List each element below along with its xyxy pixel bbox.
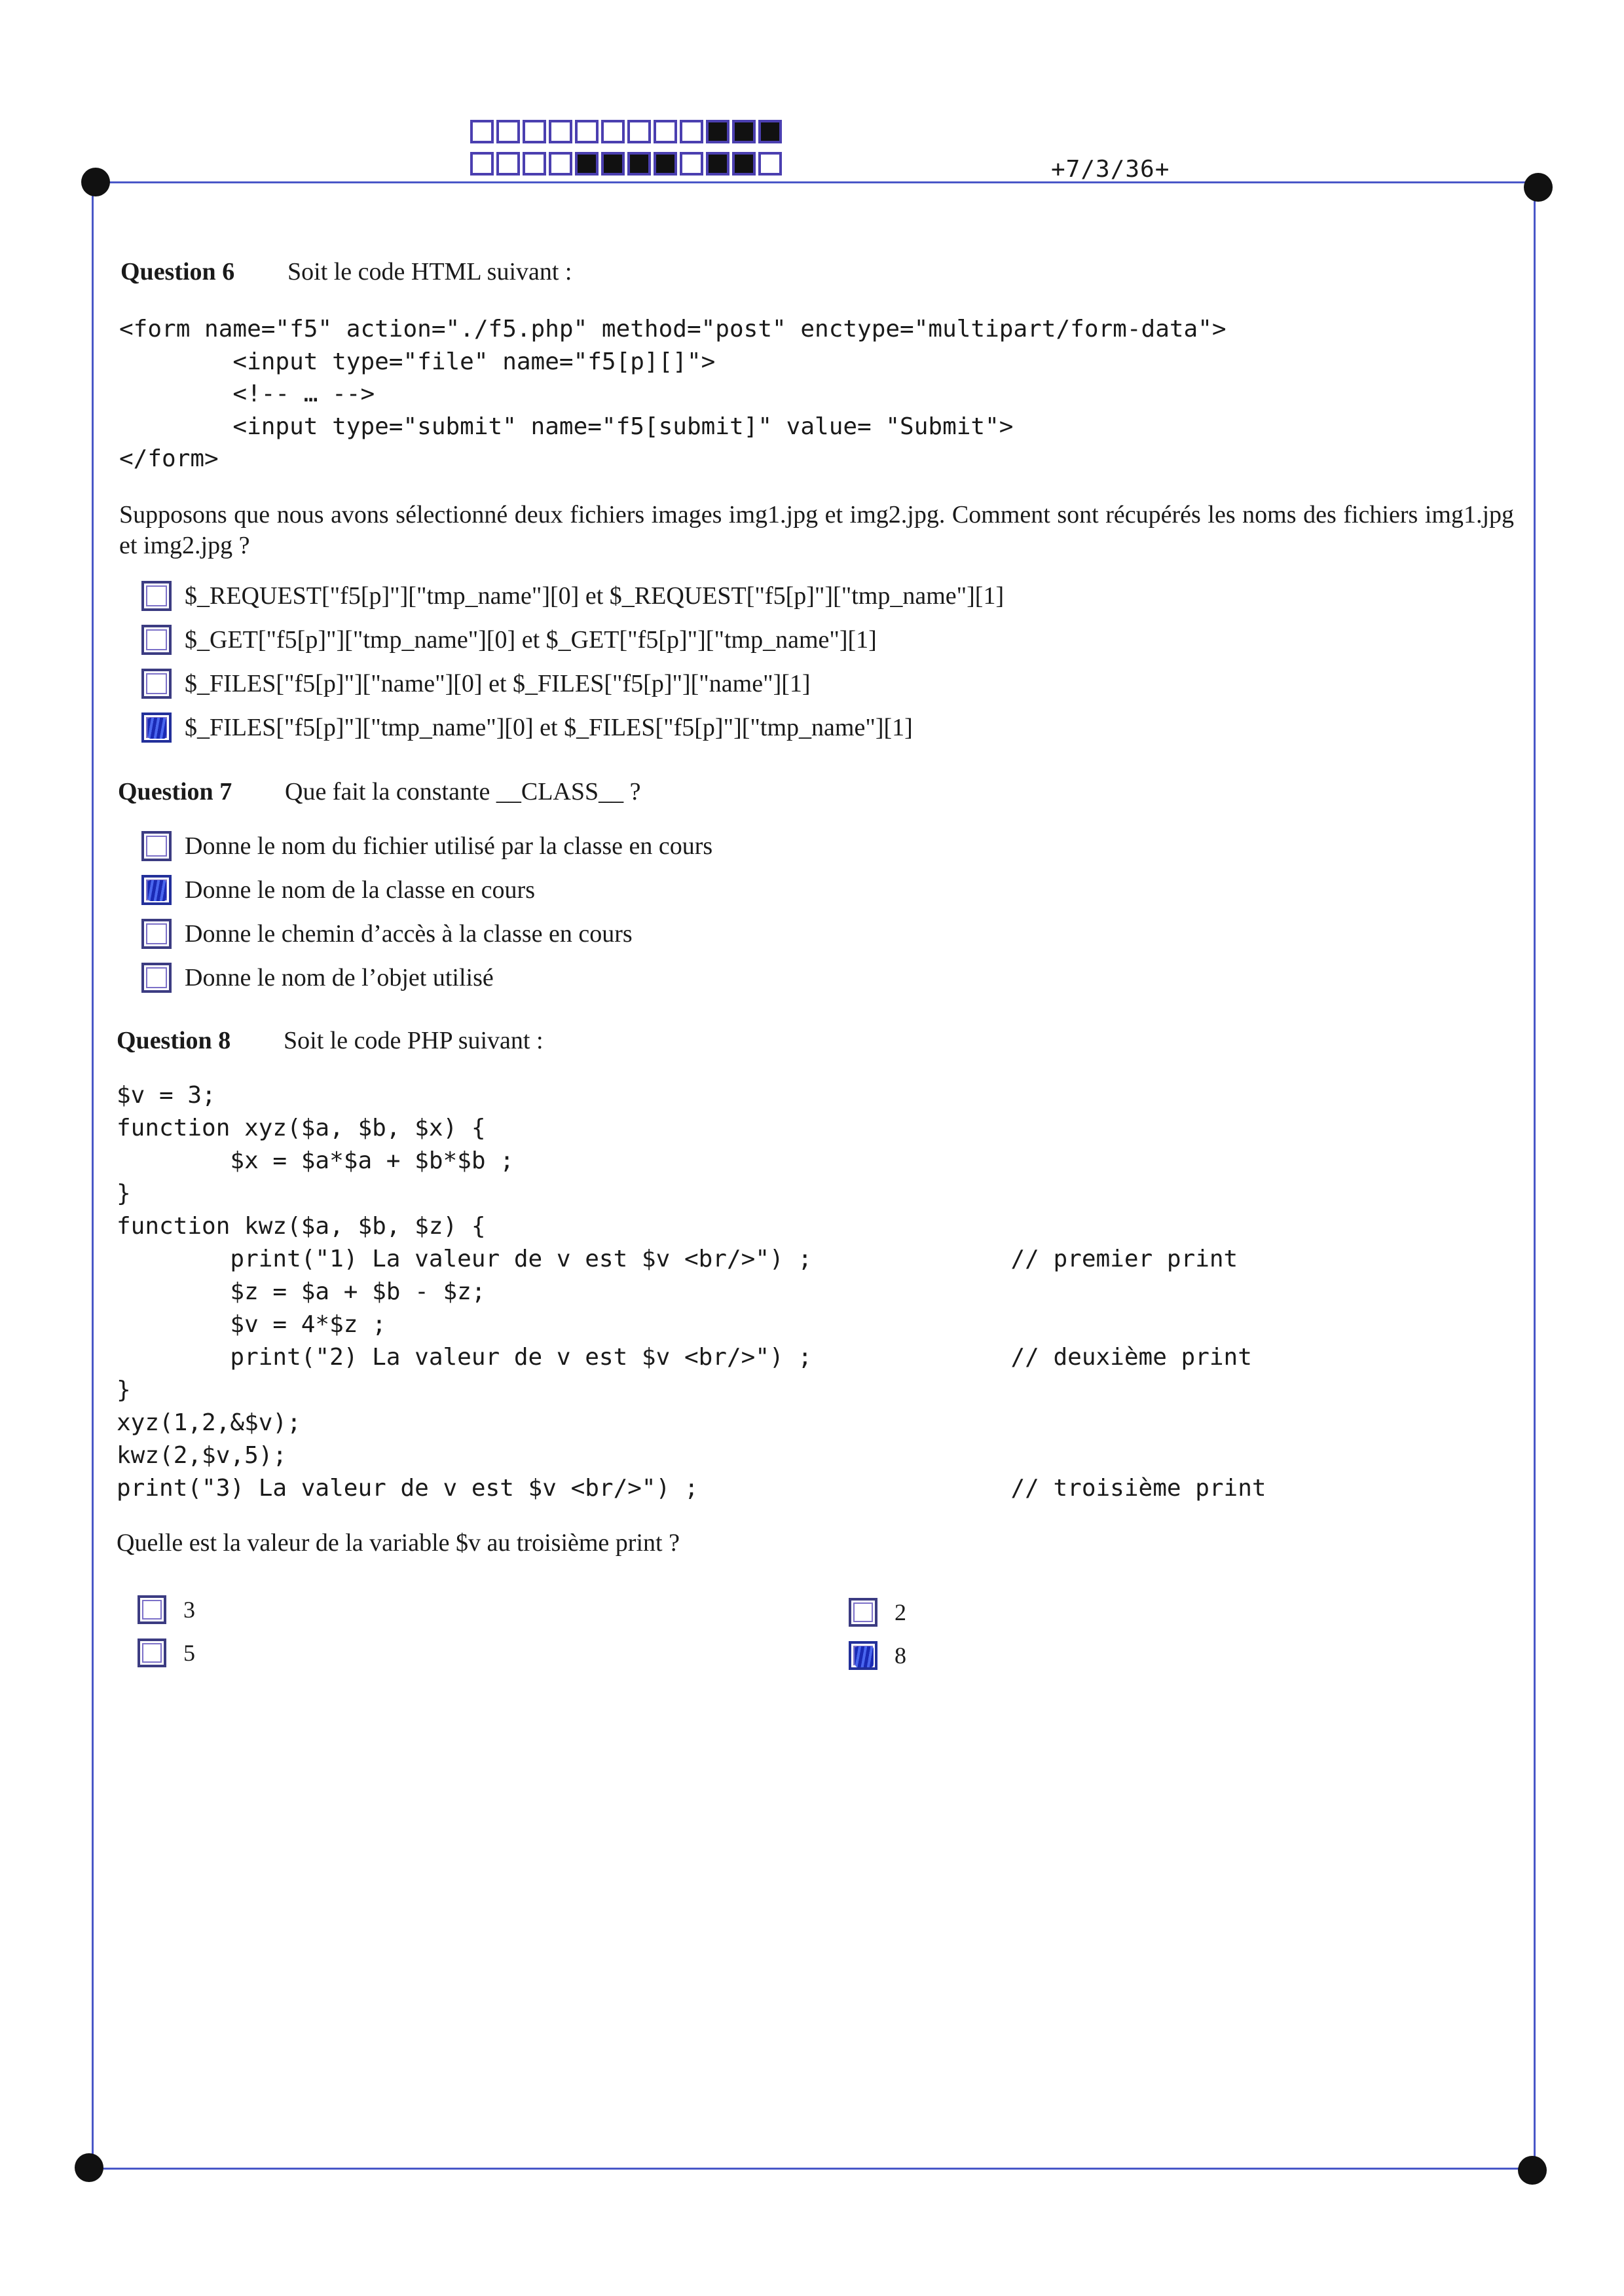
barcode-cell xyxy=(496,152,520,176)
q6-option-2-label: $_GET["f5[p]"]["tmp_name"][0] et $_GET["f5[p]"]["tmp_name"][1] xyxy=(185,626,877,654)
code-line: <input type="file" name="f5[p][]"> xyxy=(119,348,716,375)
question-6-header xyxy=(120,257,572,286)
q7-option-4-label: Donne le nom de l’objet utilisé xyxy=(185,964,494,991)
barcode-cell xyxy=(732,152,756,176)
q7-option-1-checkbox[interactable] xyxy=(141,831,172,861)
frame-right-line xyxy=(1534,187,1536,2168)
barcode-cell xyxy=(706,152,729,176)
q8-option-4[interactable] xyxy=(849,1641,906,1670)
q8-option-1-checkbox[interactable] xyxy=(138,1595,166,1624)
q8-option-2[interactable] xyxy=(138,1639,195,1667)
code-line: $v = 3; xyxy=(117,1082,216,1109)
corner-mark-bottom-right xyxy=(1518,2156,1547,2185)
barcode-cell xyxy=(758,152,782,176)
code-line: kwz(2,$v,5); xyxy=(117,1442,287,1469)
q7-option-2-label: Donne le nom de la classe en cours xyxy=(185,876,535,904)
page-barcode-row-1 xyxy=(470,120,784,143)
code-line: print("3) La valeur de v est $v <br/>") ; // troisième print xyxy=(117,1475,1266,1502)
barcode-cell xyxy=(470,120,494,143)
q8-option-2-checkbox[interactable] xyxy=(138,1639,166,1667)
q8-option-4-label: 8 xyxy=(895,1642,906,1669)
code-line: <form name="f5" action="./f5.php" method="post" enctype="multipart/form-data"> xyxy=(119,316,1227,343)
code-line: <input type="submit" name="f5[submit]" value= "Submit"> xyxy=(119,413,1014,440)
code-line: print("2) La valeur de v est $v <br/>") ; // deuxième print xyxy=(117,1344,1252,1371)
barcode-cell xyxy=(470,152,494,176)
q7-option-2-checkbox[interactable] xyxy=(141,875,172,905)
q7-option-3-checkbox[interactable] xyxy=(141,919,172,949)
question-8-label: Question 8 xyxy=(117,1027,231,1054)
q7-option-1[interactable] xyxy=(141,831,712,861)
q6-option-1[interactable] xyxy=(141,581,1004,611)
barcode-cell xyxy=(601,152,625,176)
q6-option-3-checkbox[interactable] xyxy=(141,669,172,699)
barcode-cell xyxy=(549,152,572,176)
barcode-cell xyxy=(680,152,703,176)
page-id: +7/3/36+ xyxy=(1051,156,1170,183)
question-8-prompt: Soit le code PHP suivant : xyxy=(284,1027,544,1054)
q7-option-1-label: Donne le nom du fichier utilisé par la classe en cours xyxy=(185,832,713,860)
barcode-cell xyxy=(654,152,677,176)
code-line: <!-- … --> xyxy=(119,380,375,407)
barcode-cell xyxy=(680,120,703,143)
code-line: $x = $a*$a + $b*$b ; xyxy=(117,1147,514,1174)
page-barcode-row-2 xyxy=(470,152,784,176)
barcode-cell xyxy=(732,120,756,143)
q6-option-1-checkbox[interactable] xyxy=(141,581,172,611)
barcode-cell xyxy=(549,120,572,143)
barcode-cell xyxy=(575,152,599,176)
q8-option-3-checkbox[interactable] xyxy=(849,1598,877,1627)
q8-option-4-checkbox[interactable] xyxy=(849,1641,877,1670)
code-line: function xyz($a, $b, $x) { xyxy=(117,1115,486,1141)
q7-option-3-label: Donne le chemin d’accès à la classe en cours xyxy=(185,920,633,948)
code-line: function kwz($a, $b, $z) { xyxy=(117,1213,486,1240)
question-7-header xyxy=(118,777,641,806)
q8-option-3-label: 2 xyxy=(895,1599,906,1625)
barcode-cell xyxy=(523,152,546,176)
q7-option-2[interactable] xyxy=(141,875,535,905)
question-7-label: Question 7 xyxy=(118,778,232,805)
q6-option-3[interactable] xyxy=(141,669,811,699)
q7-option-4-checkbox[interactable] xyxy=(141,963,172,993)
code-line: xyz(1,2,&$v); xyxy=(117,1409,301,1436)
code-line: } xyxy=(117,1377,131,1403)
q6-option-4[interactable] xyxy=(141,713,913,743)
question-6-label: Question 6 xyxy=(120,258,235,286)
barcode-cell xyxy=(654,120,677,143)
q6-option-3-label: $_FILES["f5[p]"]["name"][0] et $_FILES["f5[p]"]["name"][1] xyxy=(185,670,811,697)
q7-option-4[interactable] xyxy=(141,963,494,993)
q6-option-4-label: $_FILES["f5[p]"]["tmp_name"][0] et $_FILES["f5[p]"]["tmp_name"][1] xyxy=(185,714,913,741)
q8-option-2-label: 5 xyxy=(183,1640,195,1666)
corner-mark-top-right xyxy=(1524,173,1553,202)
q6-option-2-checkbox[interactable] xyxy=(141,625,172,655)
q6-option-1-label: $_REQUEST["f5[p]"]["tmp_name"][0] et $_REQUEST["f5[p]"]["tmp_name"][1] xyxy=(185,582,1005,610)
barcode-cell xyxy=(627,120,651,143)
barcode-cell xyxy=(627,152,651,176)
question-6-html-code xyxy=(119,313,1227,475)
q8-option-1[interactable] xyxy=(138,1595,195,1624)
q8-option-1-label: 3 xyxy=(183,1597,195,1623)
question-8-header xyxy=(117,1026,544,1055)
barcode-cell xyxy=(496,120,520,143)
question-6-text: Supposons que nous avons sélectionné deux fichiers images img1.jpg et img2.jpg. Comment sont récupérés les noms des fichiers img1.jpg et img2.jpg ? xyxy=(119,501,1514,559)
frame-bottom-line xyxy=(88,2168,1534,2170)
frame-left-line xyxy=(92,181,94,2169)
question-6-prompt: Soit le code HTML suivant : xyxy=(287,258,572,286)
q6-option-4-checkbox[interactable] xyxy=(141,713,172,743)
q8-option-3[interactable] xyxy=(849,1598,906,1627)
question-8-text: Quelle est la valeur de la variable $v au troisième print ? xyxy=(117,1529,680,1557)
code-line: print("1) La valeur de v est $v <br/>") ; // premier print xyxy=(117,1246,1238,1272)
q6-option-2[interactable] xyxy=(141,625,877,655)
q7-option-3[interactable] xyxy=(141,919,633,949)
code-line: } xyxy=(117,1180,131,1207)
frame-top-line xyxy=(95,181,1541,183)
corner-mark-top-left xyxy=(81,168,110,196)
question-7-prompt: Que fait la constante __CLASS__ ? xyxy=(285,778,641,805)
barcode-cell xyxy=(601,120,625,143)
barcode-cell xyxy=(706,120,729,143)
question-8-php-code xyxy=(117,1079,1266,1505)
code-line: $v = 4*$z ; xyxy=(117,1311,386,1338)
barcode-cell xyxy=(523,120,546,143)
barcode-cell xyxy=(758,120,782,143)
barcode-cell xyxy=(575,120,599,143)
code-line: </form> xyxy=(119,445,219,472)
code-line: $z = $a + $b - $z; xyxy=(117,1278,486,1305)
corner-mark-bottom-left xyxy=(75,2153,103,2182)
